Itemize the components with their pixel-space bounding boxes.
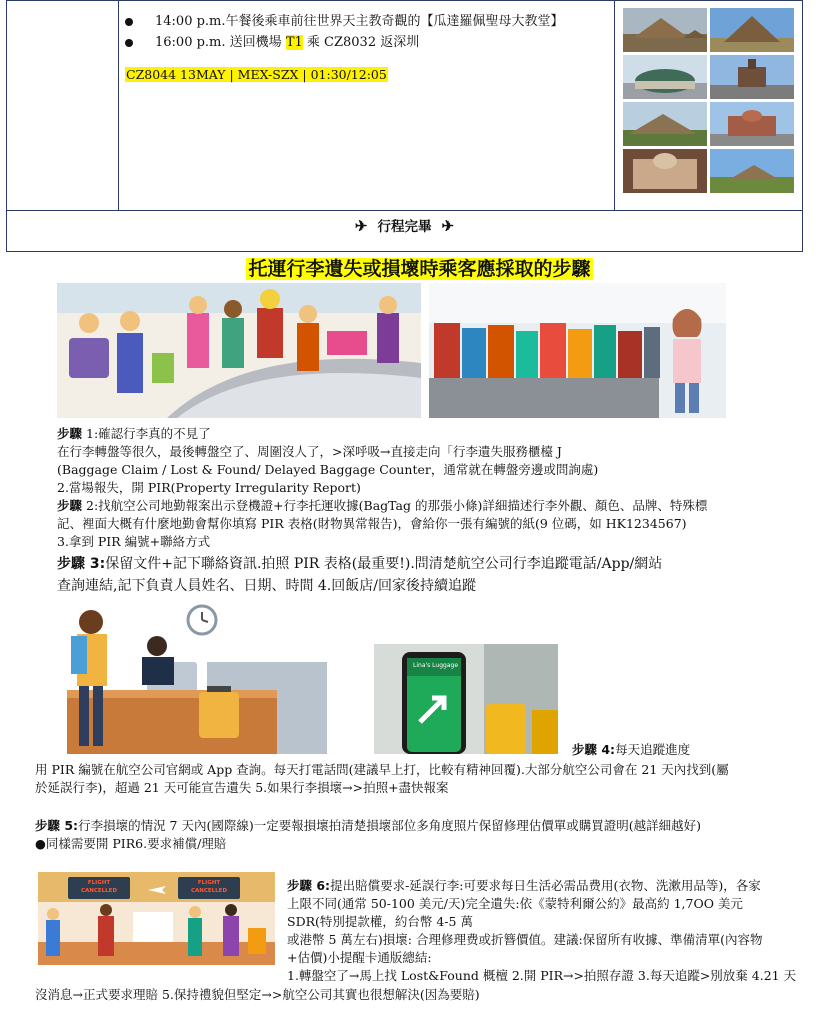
step1-text: 在行李轉盤等很久，最後轉盤空了、周圍沒人了，>深呼吸→直接走向「行李遺失服務櫃檯 J <box>57 444 562 459</box>
pyramid-photo <box>623 102 707 146</box>
step5-text: ●同樣需要開 PIR6.要求補償/理賠 <box>35 836 227 851</box>
step4-title: 步驟 4:每天追蹤進度 <box>572 742 691 757</box>
app-title: Lina's Luggage <box>413 662 459 669</box>
table-divider <box>118 1 119 211</box>
item-time: 14:00 p.m. <box>155 14 226 29</box>
bullet-icon <box>125 18 133 26</box>
itinerary-table <box>6 0 803 252</box>
church-photo <box>710 102 794 146</box>
step6-text: 步驟 6:提出賠償要求-延誤行李:可要求每日生活必需品费用(衣物、洗漱用品等)，各家 <box>287 878 761 893</box>
page-title: 托運行李遺失或損壞時乘客應採取的步驟 <box>248 258 591 280</box>
itinerary-item <box>125 10 564 29</box>
terminal-highlight: T1 <box>285 35 303 50</box>
step2-text: 步驟 2:找航空公司地勤報案出示登機證+行李托運收據(BagTag 的那張小條)詳細描述行李外觀、顏色、品牌、特殊標 <box>57 498 708 513</box>
itinerary-end <box>7 212 802 251</box>
step3-text: 步驟 3:保留文件+記下聯絡資訊.拍照 PIR 表格(最重要!).問清楚航空公司行李追蹤電話/App/網站 <box>57 556 663 572</box>
step6-summary: 沒消息→正式要求理賠 5.保持禮貌但堅定→>航空公司其實也很想解決(因為要賠) <box>35 987 480 1002</box>
step6-summary: 1.轉盤空了→馬上找 Lost&Found 概檀 2.開 PIR→>拍照存證 3.每天追蹤>別放棄 4.21 天 <box>287 968 797 983</box>
table-divider <box>614 1 615 211</box>
item-time: 16:00 p.m. <box>155 35 226 50</box>
step6-text: 上限不同(通常 50-100 美元/天)完全遺失:依《蒙特利爾公約》最高約 1,7OO 美元 <box>287 896 743 911</box>
step1-text: 2.當場報失，開 PIR(Property Irregularity Report) <box>57 480 361 495</box>
luggage-tracking-app-photo <box>374 644 558 754</box>
airline-counter-illustration <box>57 602 327 754</box>
flight-cancelled-illustration <box>38 872 275 965</box>
step5-text: 步驟 5:行李損壞的情況 7 天內(國際線)一定要報損壞拍清楚損壞部位多角度照片保留修理估價單或購買證明(越詳細越好) <box>35 818 701 833</box>
flight-info: CZ8044 13MAY | MEX-SZX | 01:30/12:05 <box>126 67 387 82</box>
lost-luggage-photo <box>429 283 726 418</box>
bullet-icon <box>125 39 133 47</box>
table-divider <box>7 210 802 211</box>
pyramid-photo <box>623 8 707 52</box>
end-label: 行程完畢 <box>377 219 432 235</box>
pyramid-photo <box>710 149 794 193</box>
itinerary-item <box>125 31 419 50</box>
step1-text: (Baggage Claim / Lost & Found/ Delayed Baggage Counter，通常就在轉盤旁邊或問詢處) <box>57 462 599 477</box>
step4-text: 用 PIR 編號在航空公司官網或 App 查詢。每天打電話問(建議早上打，比較有精神回覆).大部分航空公司會在 21 天內找到(屬 <box>35 762 729 777</box>
step4-text: 於延誤行李)，超過 21 天可能宣告遺失 5.如果行李損壞→>拍照+盡快報案 <box>35 780 449 795</box>
step3-text: 查詢連結,記下負責人員姓名、日期、時間 4.回飯店/回家後持續追蹤 <box>57 578 476 594</box>
step2-text: 記、裡面大概有什麼地勤會幫你填寫 PIR 表格(財物異常報告)，會給你一張有編號的紙(9 位碼，如 HK1234567) <box>57 516 687 531</box>
step6-text: +估價)小提醒卡通版總結: <box>287 950 432 965</box>
step6-text: 或港幣 5 萬左右)損壞: 合理修理费或折簪價值。建議:保留所有收據、準備清單(內容物 <box>287 932 763 947</box>
step6-text: SDR(特別提款權，約台幣 4-5 萬 <box>287 914 473 929</box>
basilica-photo <box>623 55 707 99</box>
pyramid-photo <box>710 8 794 52</box>
baggage-carousel-cartoon <box>57 283 421 418</box>
step2-text: 3.拿到 PIR 編號+聯絡方式 <box>57 534 211 549</box>
item-text: 送回機場 <box>229 35 282 50</box>
cancelled-board: FLIGHT CANCELLED <box>80 880 118 894</box>
church-photo <box>710 55 794 99</box>
plane-icon: ✈ <box>354 217 368 235</box>
item-text: 午餐後乘車前往世界天主教奇觀的【瓜達羅佩聖母大教堂】 <box>225 14 564 29</box>
cancelled-board: FLIGHT CANCELLED <box>190 880 228 894</box>
basilica-photo <box>623 149 707 193</box>
step1-title: 步驟 1:確認行李真的不見了 <box>57 426 211 441</box>
plane-icon: ✈ <box>441 217 455 235</box>
item-text: 乘 CZ8032 返深圳 <box>306 35 420 50</box>
